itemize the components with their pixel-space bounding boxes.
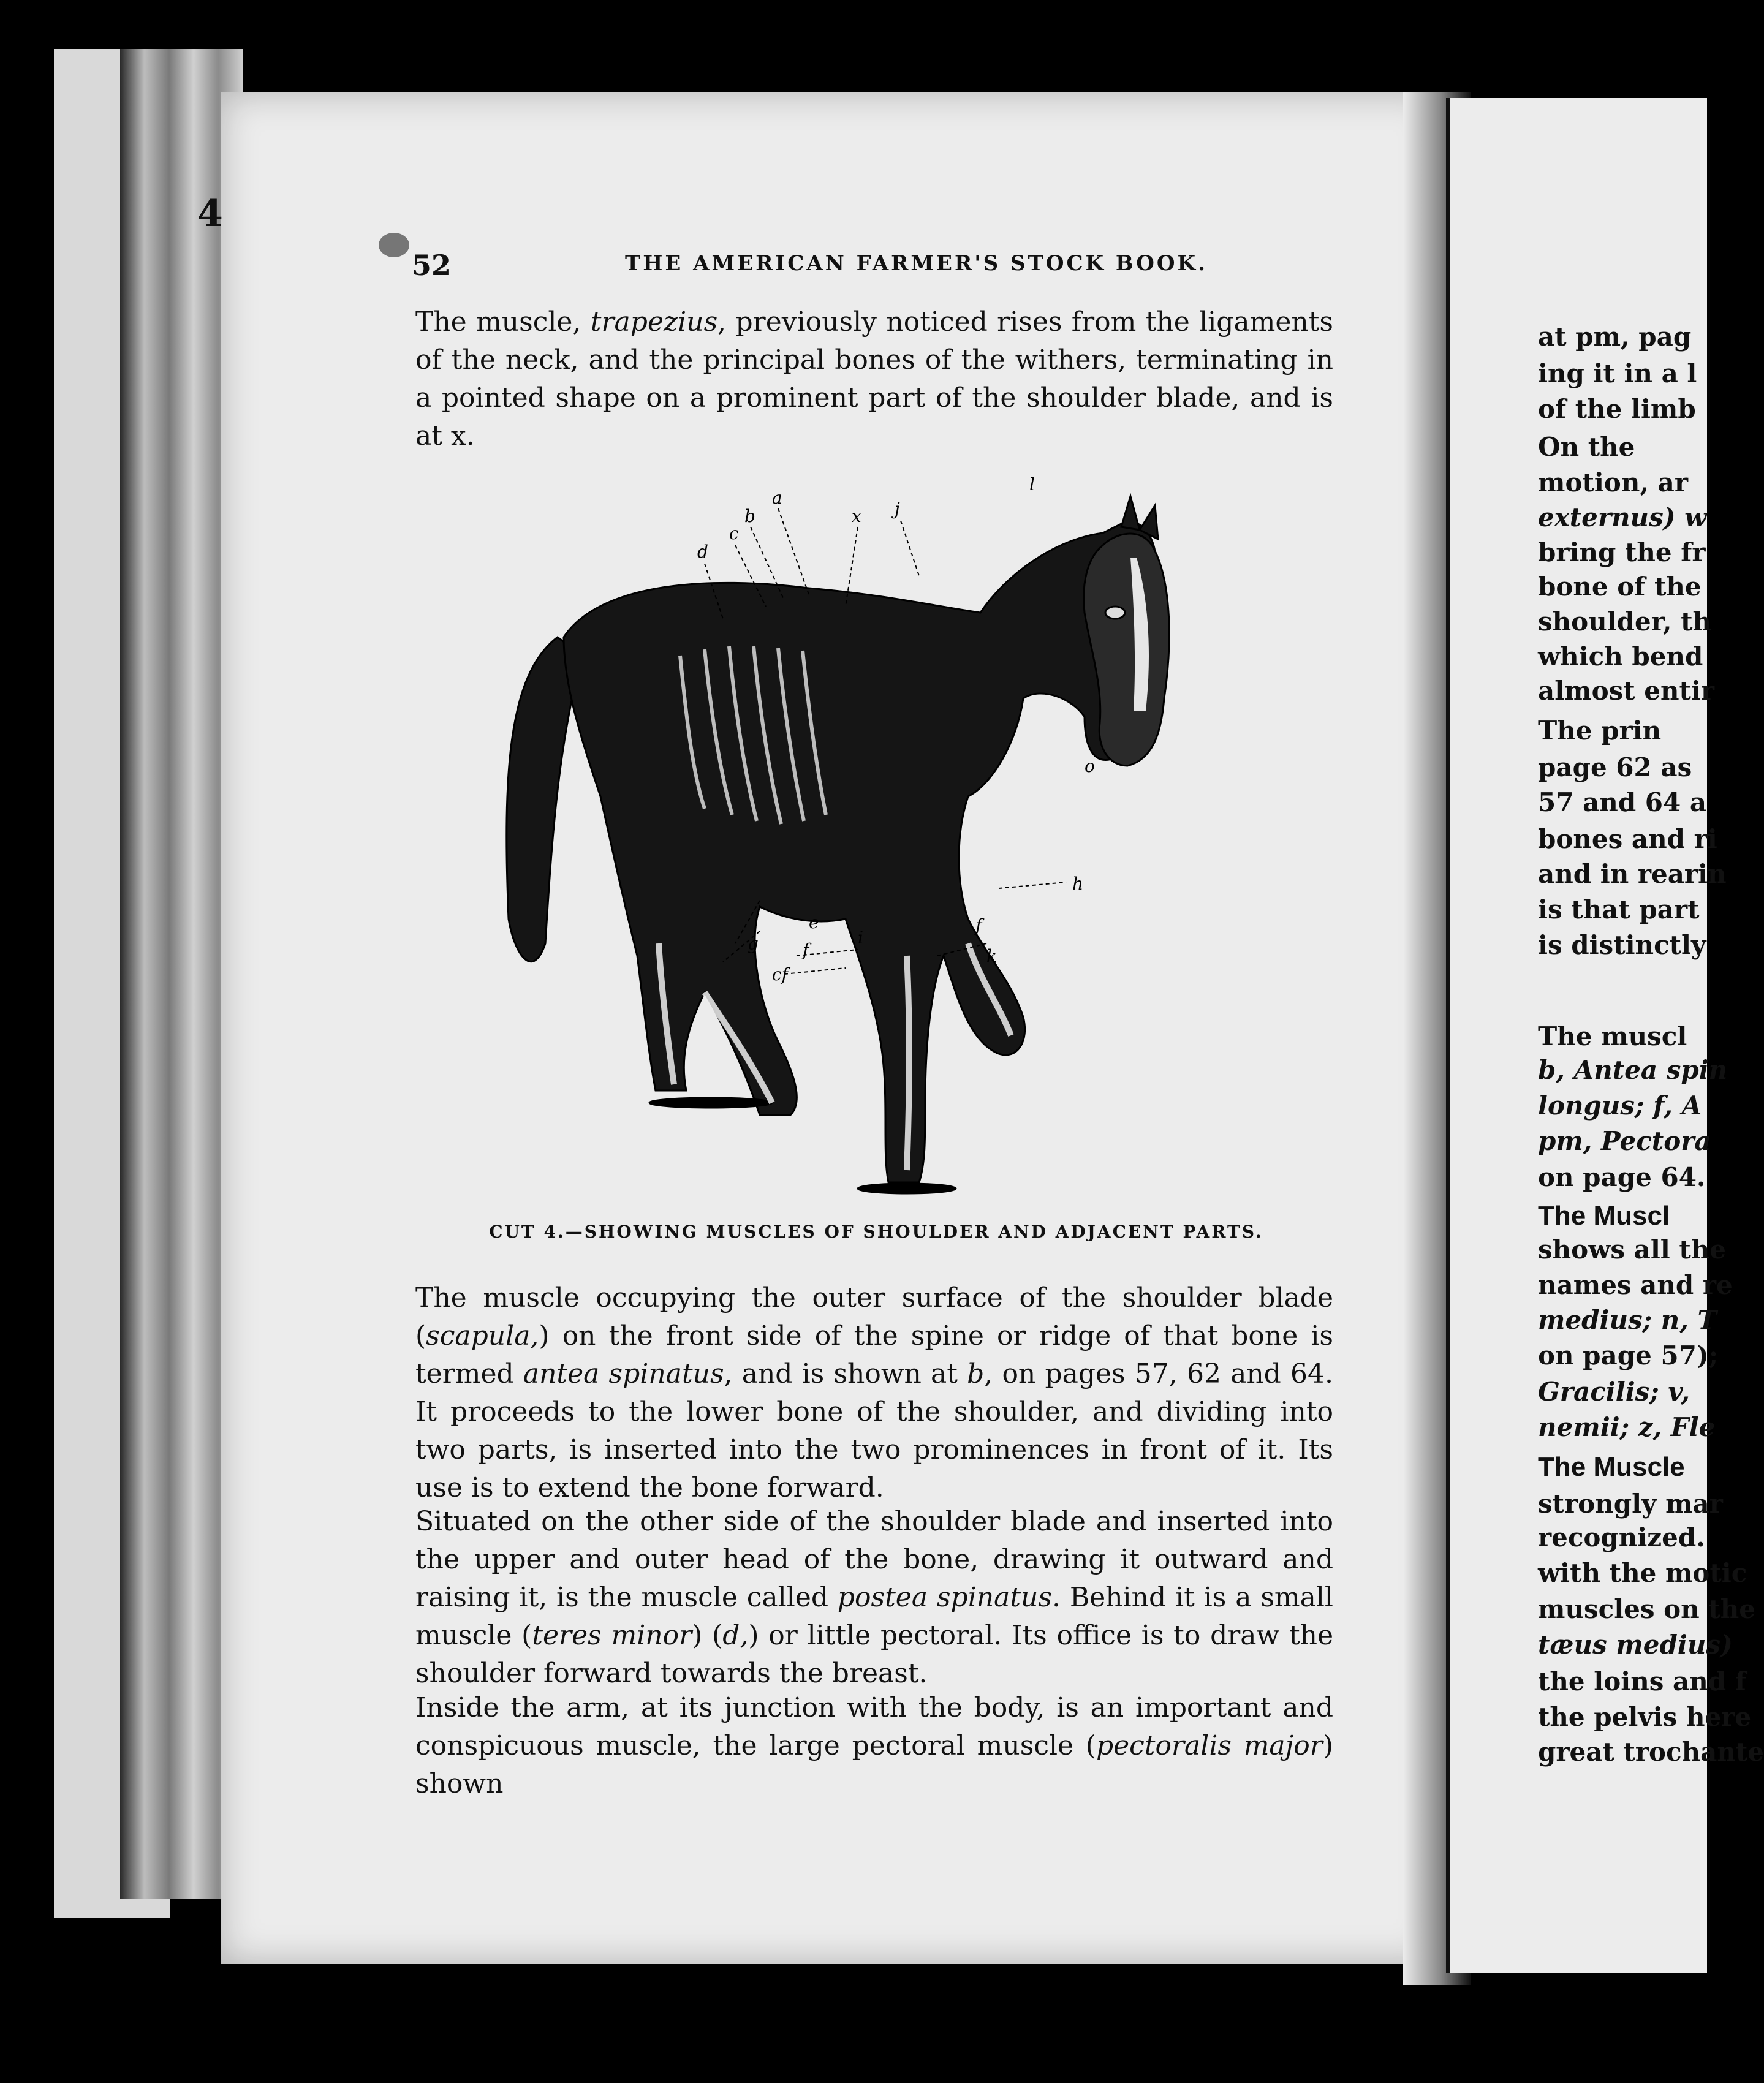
right-page-line: The prin <box>1538 716 1662 746</box>
right-page-line: is that part <box>1538 894 1700 924</box>
italic-term: teres minor <box>532 1620 692 1651</box>
margin-mark: 4 <box>197 192 223 235</box>
label-j: j <box>895 499 900 519</box>
italic-term: trapezius <box>590 306 718 338</box>
label-a: a <box>772 488 782 508</box>
right-page-line: is distinctly <box>1538 930 1706 960</box>
paragraph-postea-spinatus <box>415 1503 1333 1693</box>
right-page-line: ing it in a l <box>1538 358 1697 388</box>
right-page-line: motion, ar <box>1538 467 1688 497</box>
right-page-line: tæus medius) <box>1538 1630 1733 1660</box>
text-run: , on pages 57, 62 and 64. It proceeds to the lower bone of the shoulder, and dividing into two parts, is inserted into the two prominences in front of it. Its use is to extend the bone forward. <box>415 1358 1333 1503</box>
right-page-line: bones and ri <box>1538 824 1717 854</box>
italic-term: b <box>967 1358 985 1389</box>
right-page-line: with the motic <box>1538 1558 1747 1588</box>
label-k: k <box>986 946 997 966</box>
label-h: h <box>1072 874 1084 894</box>
right-page-line: bring the fr <box>1538 537 1706 567</box>
italic-term: pectoralis major <box>1096 1730 1323 1761</box>
right-page-line: which bend <box>1538 641 1703 671</box>
label-f2: f <box>975 915 982 936</box>
label-f: f <box>803 940 809 960</box>
label-b: b <box>744 506 755 526</box>
text-run: ) shown <box>415 1730 1334 1799</box>
running-head: THE AMERICAN FARMER'S STOCK BOOK. <box>625 251 1208 276</box>
horse-figure <box>507 496 1169 1193</box>
right-page-line: externus) w <box>1538 502 1707 532</box>
label-g: g <box>748 934 759 954</box>
right-page-line: on page 57); <box>1538 1340 1719 1370</box>
right-page-line: of the limb <box>1538 394 1696 424</box>
label-e: e <box>809 912 819 932</box>
italic-term: d, <box>722 1620 749 1651</box>
right-page-line: at pm, pag <box>1538 322 1692 352</box>
page-number: 52 <box>412 249 452 282</box>
right-page-heading: The Muscle <box>1538 1452 1685 1482</box>
text-run: Inside the arm, at its junction with the body, is an important and conspicuous muscle, the large pectoral muscle ( <box>415 1692 1333 1761</box>
text-run: ) ( <box>692 1620 723 1651</box>
right-page-line: bone of the <box>1538 572 1702 602</box>
right-page-line: 57 and 64 a <box>1538 787 1707 817</box>
paragraph-pectoralis <box>415 1689 1333 1803</box>
right-page-line: The muscl <box>1538 1021 1687 1051</box>
label-l: l <box>1029 474 1035 494</box>
right-page-line: recognized. <box>1538 1522 1705 1552</box>
label-d: d <box>697 542 708 562</box>
text-run: ) on the front side of the spine or ridge of that bone is termed <box>415 1320 1333 1389</box>
right-page-line: nemii; z, Fle <box>1538 1412 1716 1442</box>
right-page-line: medius; n, T <box>1538 1305 1717 1335</box>
right-page-line: almost entir <box>1538 676 1715 706</box>
italic-term: antea spinatus <box>523 1358 724 1389</box>
right-page-line: shoulder, th <box>1538 607 1712 637</box>
right-page-line: longus; f, A <box>1538 1091 1702 1121</box>
label-x: x <box>852 506 861 526</box>
right-page-line: pm, Pectora <box>1538 1126 1711 1156</box>
ink-blot <box>379 233 409 257</box>
right-page-line: strongly mar <box>1538 1489 1723 1519</box>
right-page-heading: The Muscl <box>1538 1201 1670 1231</box>
right-page-line: names and re <box>1538 1270 1733 1300</box>
label-c: c <box>729 523 739 543</box>
text-run: , and is shown at <box>724 1358 967 1389</box>
horse-muscle-illustration <box>417 453 1336 1213</box>
right-page-line: Gracilis; v, <box>1538 1377 1690 1407</box>
right-page-line: the loins and f <box>1538 1666 1746 1696</box>
text-run: , previously noticed rises from the ligaments of the neck, and the principal bones of the withers, terminating in a pointed shape on a prominent part of the shoulder blade, and is at x. <box>415 306 1334 452</box>
right-page-line: and in rearin <box>1538 859 1727 889</box>
italic-term: postea spinatus <box>837 1582 1052 1613</box>
text-run: The muscle occupying the outer surface of the shoulder blade ( <box>415 1282 1333 1351</box>
right-page-line: great trochante <box>1538 1737 1764 1767</box>
paragraph-trapezius <box>415 303 1333 455</box>
figure-caption: CUT 4.—SHOWING MUSCLES OF SHOULDER AND ADJACENT PARTS. <box>489 1222 1263 1242</box>
right-page-line: shows all the <box>1538 1234 1727 1265</box>
right-page-line: b, Antea spin <box>1538 1055 1728 1085</box>
right-page-line: the pelvis here <box>1538 1702 1752 1732</box>
label-cf: cf <box>772 964 789 985</box>
right-page-line: page 62 as <box>1538 752 1692 782</box>
text-run: . Behind it is a small muscle ( <box>415 1582 1333 1651</box>
text-run: The muscle, <box>415 306 591 338</box>
paragraph-antea-spinatus <box>415 1279 1333 1507</box>
right-page-line: on page 64. <box>1538 1162 1706 1192</box>
text-run: Situated on the other side of the shoulder blade and inserted into the upper and outer head of the bone, drawing it outward and raising it, is the muscle called <box>415 1506 1333 1613</box>
text-run: ) or little pectoral. Its office is to draw the shoulder forward towards the breast. <box>415 1620 1333 1689</box>
right-page-line: On the <box>1538 432 1635 462</box>
italic-term: scapula, <box>426 1320 539 1351</box>
right-page-line: muscles on the <box>1538 1594 1755 1624</box>
label-i: i <box>858 928 863 948</box>
label-o: o <box>1085 756 1095 776</box>
